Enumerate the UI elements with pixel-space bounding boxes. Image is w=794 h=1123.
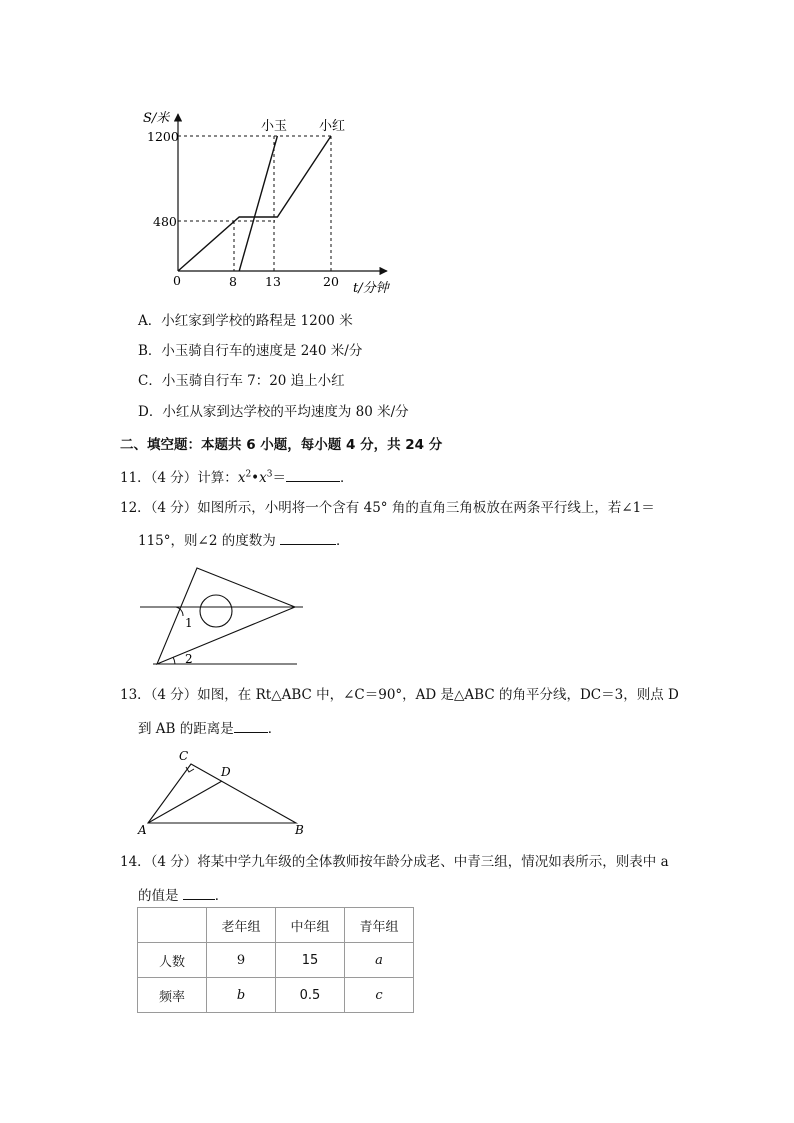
table-header-cell xyxy=(138,908,207,943)
question-13-line1: 13．（4 分）如图，在 Rt△ABC 中，∠C＝90°，AD 是△ABC 的角平分线，DC＝3，则点 D xyxy=(120,687,679,703)
series-xiaoyu xyxy=(239,136,277,271)
label-xiaohong: 小红 xyxy=(319,119,346,134)
vertex-d: D xyxy=(221,765,231,779)
x-axis-label: t/分钟 xyxy=(353,281,389,296)
table-header-row xyxy=(138,908,414,943)
table-header-cell: 青年组 xyxy=(345,908,414,943)
vertex-a: A xyxy=(138,823,147,837)
y-tick-1200: 1200 xyxy=(147,129,179,144)
x-tick-0: 0 xyxy=(173,273,181,288)
q11-x2: x xyxy=(259,470,267,486)
table-cell: 0.5 xyxy=(276,978,345,1013)
q11-answer-blank[interactable] xyxy=(286,467,340,482)
question-14-line1: 14．（4 分）将某中学九年级的全体教师按年龄分成老、中青三组，情况如表所示，则表中 a xyxy=(120,854,669,870)
set-square-hole xyxy=(200,595,232,627)
option-d: D．小红从家到达学校的平均速度为 80 米/分 xyxy=(138,404,409,420)
q11-equals: ＝ xyxy=(272,470,286,486)
question-13-line2 xyxy=(138,718,281,738)
question-12-line1: 12．（4 分）如图所示，小明将一个含有 45° 角的直角三角板放在两条平行线上，若∠1＝ xyxy=(120,500,655,516)
q14-text: 的值是 xyxy=(138,888,183,904)
set-square-triangle xyxy=(157,568,295,664)
bisector-ad xyxy=(148,781,222,823)
q11-dot: • xyxy=(251,470,260,486)
q13-text: 到 AB 的距离是 xyxy=(138,721,234,737)
option-a: A．小红家到学校的路程是 1200 米 xyxy=(138,313,353,329)
q14-end: ． xyxy=(214,888,229,904)
q11-exp1: 2 xyxy=(245,469,252,480)
vertex-b: B xyxy=(295,823,304,837)
q11-x1: x xyxy=(237,470,246,486)
table-row xyxy=(138,978,414,1013)
q13-answer-blank[interactable] xyxy=(234,718,268,733)
x-tick-8: 8 xyxy=(229,274,237,289)
table-cell: 15 xyxy=(276,943,345,978)
question-14-line2 xyxy=(138,885,228,905)
table-header-cell: 老年组 xyxy=(207,908,276,943)
q13-end: ． xyxy=(267,721,282,737)
series-xiaohong xyxy=(178,136,331,271)
option-c: C．小玉骑自行车 7：20 追上小红 xyxy=(138,373,345,389)
table-cell: a xyxy=(345,943,414,978)
q12-end: ． xyxy=(336,533,350,549)
table-cell: 频率 xyxy=(138,978,207,1013)
q14-answer-blank[interactable] xyxy=(183,885,215,900)
q13-figure xyxy=(135,745,315,840)
q12-answer-blank[interactable] xyxy=(280,530,336,545)
distance-time-graph xyxy=(135,100,415,300)
q11-exp2: 3 xyxy=(266,469,273,480)
q12-text: 115°，则∠2 的度数为 xyxy=(138,533,281,549)
x-tick-20: 20 xyxy=(323,274,339,289)
right-angle-mark xyxy=(186,767,194,772)
age-group-table xyxy=(137,907,414,1013)
label-xiaoyu: 小玉 xyxy=(261,119,288,134)
question-11 xyxy=(120,467,354,487)
table-header-cell: 中年组 xyxy=(276,908,345,943)
vertex-c: C xyxy=(179,749,189,763)
table-cell: c xyxy=(345,978,414,1013)
table-row xyxy=(138,943,414,978)
angle-2-label: 2 xyxy=(185,652,193,666)
y-tick-480: 480 xyxy=(153,214,177,229)
question-12-line2 xyxy=(138,530,350,550)
q11-prefix: 11．（4 分）计算： xyxy=(120,470,238,486)
table-cell: b xyxy=(207,978,276,1013)
x-tick-13: 13 xyxy=(265,274,281,289)
table-cell: 人数 xyxy=(138,943,207,978)
q11-end: ． xyxy=(340,470,354,486)
y-axis-label: S/米 xyxy=(143,111,170,126)
angle-2-arc xyxy=(173,657,175,664)
section-title: 二、填空题：本题共 6 小题，每小题 4 分，共 24 分 xyxy=(120,437,443,453)
q12-figure xyxy=(135,562,310,670)
table-cell: 9 xyxy=(207,943,276,978)
option-b: B．小玉骑自行车的速度是 240 米/分 xyxy=(138,343,363,359)
angle-1-label: 1 xyxy=(185,616,193,630)
